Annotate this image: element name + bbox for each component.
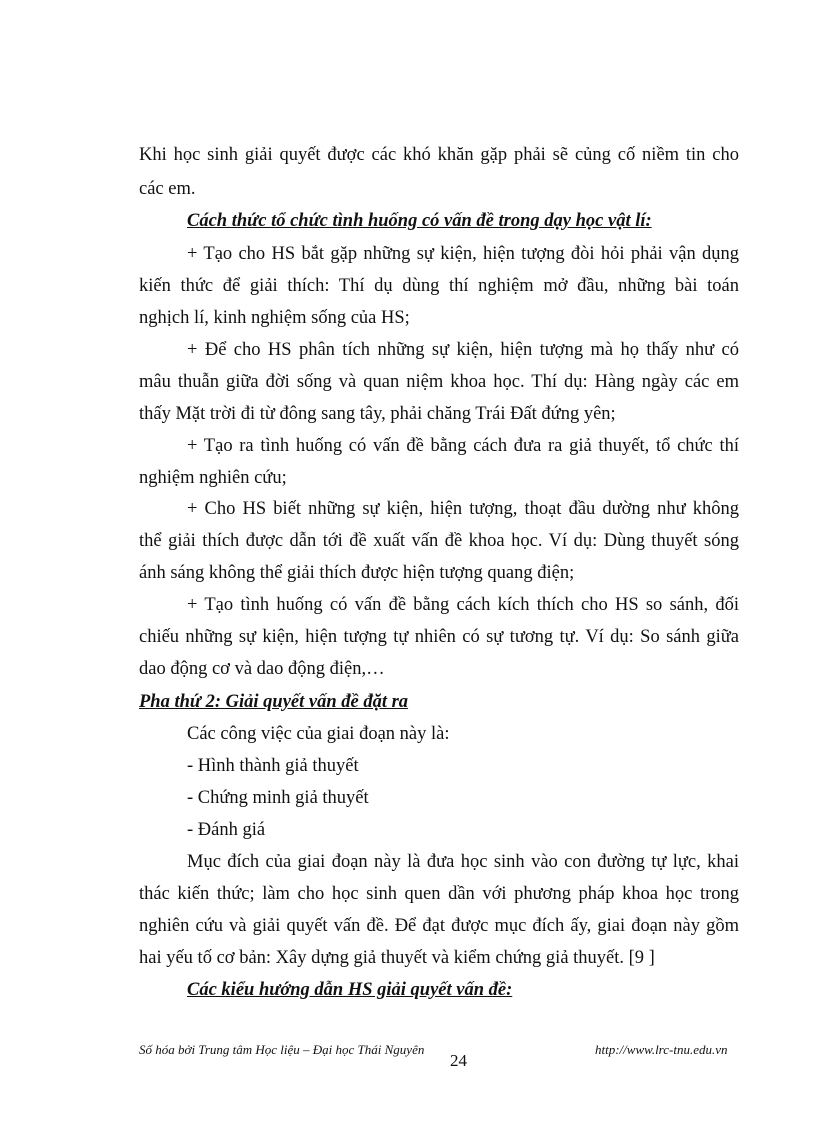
footer-url: http://www.lrc-tnu.edu.vn	[595, 1042, 728, 1057]
paragraph-line: Các công việc của giai đoạn này là:	[187, 724, 450, 744]
paragraph-line: thác kiến thức; làm cho học sinh quen dần với phương pháp khoa học trong	[139, 884, 739, 904]
paragraph-line: + Để cho HS phân tích những sự kiện, hiện tượng mà họ thấy như có	[187, 340, 739, 360]
paragraph-line: thể giải thích được dẫn tới đề xuất vấn đề khoa học. Ví dụ: Dùng thuyết sóng	[139, 531, 739, 551]
paragraph-line: hai yếu tố cơ bản: Xây dựng giả thuyết và kiểm chứng giả thuyết. [9 ]	[139, 948, 655, 968]
paragraph-line: nghiên cứu và giải quyết vấn đề. Để đạt được mục đích ấy, giai đoạn này gồm	[139, 916, 739, 936]
paragraph-line: dao động cơ và dao động điện,…	[139, 659, 385, 679]
paragraph-line: chiếu những sự kiện, hiện tượng tự nhiên có sự tương tự. Ví dụ: So sánh giữa	[139, 627, 739, 647]
section-heading: Các kiểu hướng dẫn HS giải quyết vấn đề:	[187, 980, 513, 1000]
paragraph-line: nghịch lí, kinh nghiệm sống của HS;	[139, 308, 410, 328]
paragraph-line: mâu thuẫn giữa đời sống và quan niệm khoa học. Thí dụ: Hàng ngày các em	[139, 372, 739, 392]
paragraph-line: + Cho HS biết những sự kiện, hiện tượng, thoạt đầu dường như không	[187, 499, 739, 519]
paragraph-line: + Tạo tình huống có vấn đề bằng cách kích thích cho HS so sánh, đối	[187, 595, 739, 615]
paragraph-line: thấy Mặt trời đi từ đông sang tây, phải chăng Trái Đất đứng yên;	[139, 404, 616, 424]
paragraph-line: Khi học sinh giải quyết được các khó khăn gặp phải sẽ củng cố niềm tin cho	[139, 145, 739, 165]
list-item: - Chứng minh giả thuyết	[187, 788, 369, 808]
paragraph-line: ánh sáng không thể giải thích được hiện tượng quang điện;	[139, 563, 575, 583]
footer-source: Số hóa bởi Trung tâm Học liệu – Đại học Thái Nguyên	[139, 1042, 425, 1057]
paragraph-line: nghiệm nghiên cứu;	[139, 468, 287, 488]
paragraph-line: các em.	[139, 179, 196, 199]
list-item: - Đánh giá	[187, 820, 266, 840]
paragraph-line: kiến thức để giải thích: Thí dụ dùng thí nghiệm mở đầu, những bài toán	[139, 276, 739, 296]
section-heading: Cách thức tổ chức tình huống có vấn đề trong dạy học vật lí:	[187, 211, 652, 231]
page-number: 24	[450, 1051, 467, 1070]
section-heading: Pha thứ 2: Giải quyết vấn đề đặt ra	[139, 692, 409, 712]
paragraph-line: + Tạo cho HS bắt gặp những sự kiện, hiện tượng đòi hỏi phải vận dụng	[187, 244, 739, 264]
paragraph-line: + Tạo ra tình huống có vấn đề bằng cách đưa ra giả thuyết, tổ chức thí	[187, 436, 739, 456]
list-item: - Hình thành giả thuyết	[187, 756, 359, 776]
paragraph-line: Mục đích của giai đoạn này là đưa học sinh vào con đường tự lực, khai	[187, 852, 739, 872]
